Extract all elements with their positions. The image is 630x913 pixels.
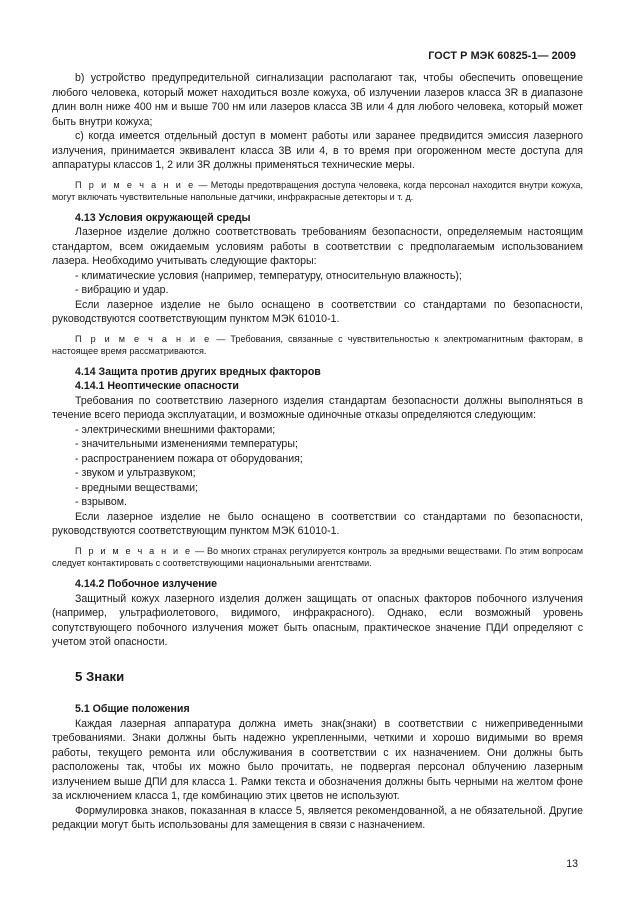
heading-4-14: 4.14 Защита против других вредных факторов <box>75 365 321 378</box>
list-item: - вибрацию и удар. <box>75 284 169 297</box>
paragraph-c: c) когда имеется отдельный доступ в момент работы или заранее предвидится эмиссия лазерного излучения, принимается эквивалент класса 3B или 4, в то время при огороженном месте доступа для аппаратуры классов 1, 2 или 3R должны применяться технические меры. <box>52 130 583 171</box>
paragraph-4-13-b: Если лазерное изделие не было оснащено в соответствии со стандартами по безопасности, руководствуются соответствующим пунктом МЭК 61010-1. <box>52 298 583 326</box>
heading-4-14-1: 4.14.1 Неоптические опасности <box>75 380 239 393</box>
paragraph-5-1-a: Каждая лазерная аппаратура должна иметь знак(знаки) в соответствии с нижеприведенными требованиями. Знаки должны быть надежно укрепленными, четкими и хорошо видимыми во время работы, текущего ремонта или обслуживания в соответствии с их назначением. Они должны быть расположены так, чтобы их можно было прочитать, не подвергая персонал облучению лазерным излучением выше ДПИ для класса 1. Рамки текста и обозначения должны быть черными на желтом фоне за исключением класса 1, где комбинацию этих цветов не используют. <box>52 717 583 803</box>
heading-5-1: 5.1 Общие положения <box>75 703 190 716</box>
paragraph-5-1-b: Формулировка знаков, показанная в классе 5, является рекомендованной, а не обязательной. Другие редакции могут быть использованы для замещения в связи с назначением. <box>52 804 583 832</box>
section-heading-5: 5 Знаки <box>75 668 125 684</box>
document-body <box>52 71 583 833</box>
paragraph-b: b) устройство предупредительной сигнализации располагают так, чтобы обеспечить оповещение любого человека, который может находиться возле кожуха, об излучении лазеров класса 3R в диапазоне длин волн ниже 400 нм и выше 700 нм или лазеров класса 3B или 4 для любого человека, который может быть внутри кожуха; <box>52 72 583 128</box>
list-item: - климатические условия (например, температуру, относительную влажность); <box>75 269 462 282</box>
note-text: — Требования, связанные с чувствительностью к электромагнитным факторам, в настоящее время рассматриваются. <box>52 333 583 357</box>
paragraph-4-13: Лазерное изделие должно соответствовать требованиям безопасности, определяемым настоящим стандартом, всем ожидаемым условиям работы в соответствии с предполагаемым использованием лазера. Необходимо учитывать следующие факторы: <box>52 226 583 268</box>
list-item: - вредными веществами; <box>75 481 199 494</box>
page-number: 13 <box>566 858 578 870</box>
paragraph-4-14-2: Защитный кожух лазерного изделия должен защищать от опасных факторов побочного излучения (например, ультрафиолетового, видимого, инфракрасного). Однако, если возможный уровень сопутствующего побочного излучения может быть опасным, практическое значение ПДИ определяют с учетом этой опасности. <box>52 592 583 649</box>
note-label: П р и м е ч а н и е <box>75 179 196 190</box>
list-item: - звуком и ультразвуком; <box>75 467 196 480</box>
paragraph-4-14-1: Требования по соответствию лазерного изделия стандартам безопасности должны выполняться в течение всего периода эксплуатации, и возможные одиночные отказы определяются следующим: <box>52 394 583 422</box>
document-header: ГОСТ Р МЭК 60825-1— 2009 <box>428 50 576 62</box>
note-2 <box>52 333 583 358</box>
note-3 <box>52 545 583 570</box>
note-1 <box>52 179 583 204</box>
paragraph-4-14-1-b: Если лазерное изделие не было оснащено в соответствии со стандартами по безопасности, руководствуются соответствующим пунктом МЭК 61010-1. <box>52 510 583 538</box>
note-text: — Во многих странах регулируется контроль за вредными веществами. По этим вопросам следует контактировать с соответствующими национальными агентствами. <box>52 545 583 569</box>
list-item: - электрическими внешними факторами; <box>75 423 276 436</box>
note-label: П р и м е ч а н и е <box>75 333 212 344</box>
list-item: - взрывом. <box>75 496 127 509</box>
list-item: - распространением пожара от оборудования; <box>75 452 303 465</box>
list-item: - значительными изменениями температуры; <box>75 438 298 451</box>
heading-4-13: 4.13 Условия окружающей среды <box>75 211 251 224</box>
note-label: П р и м е ч а н и е <box>75 545 193 556</box>
note-text: — Методы предотвращения доступа человека, когда персонал находится внутри кожуха, могут включать чувствительные напольные датчики, инфракрасные детекторы и т. д. <box>52 179 583 203</box>
heading-4-14-2: 4.14.2 Побочное излучение <box>75 578 218 591</box>
